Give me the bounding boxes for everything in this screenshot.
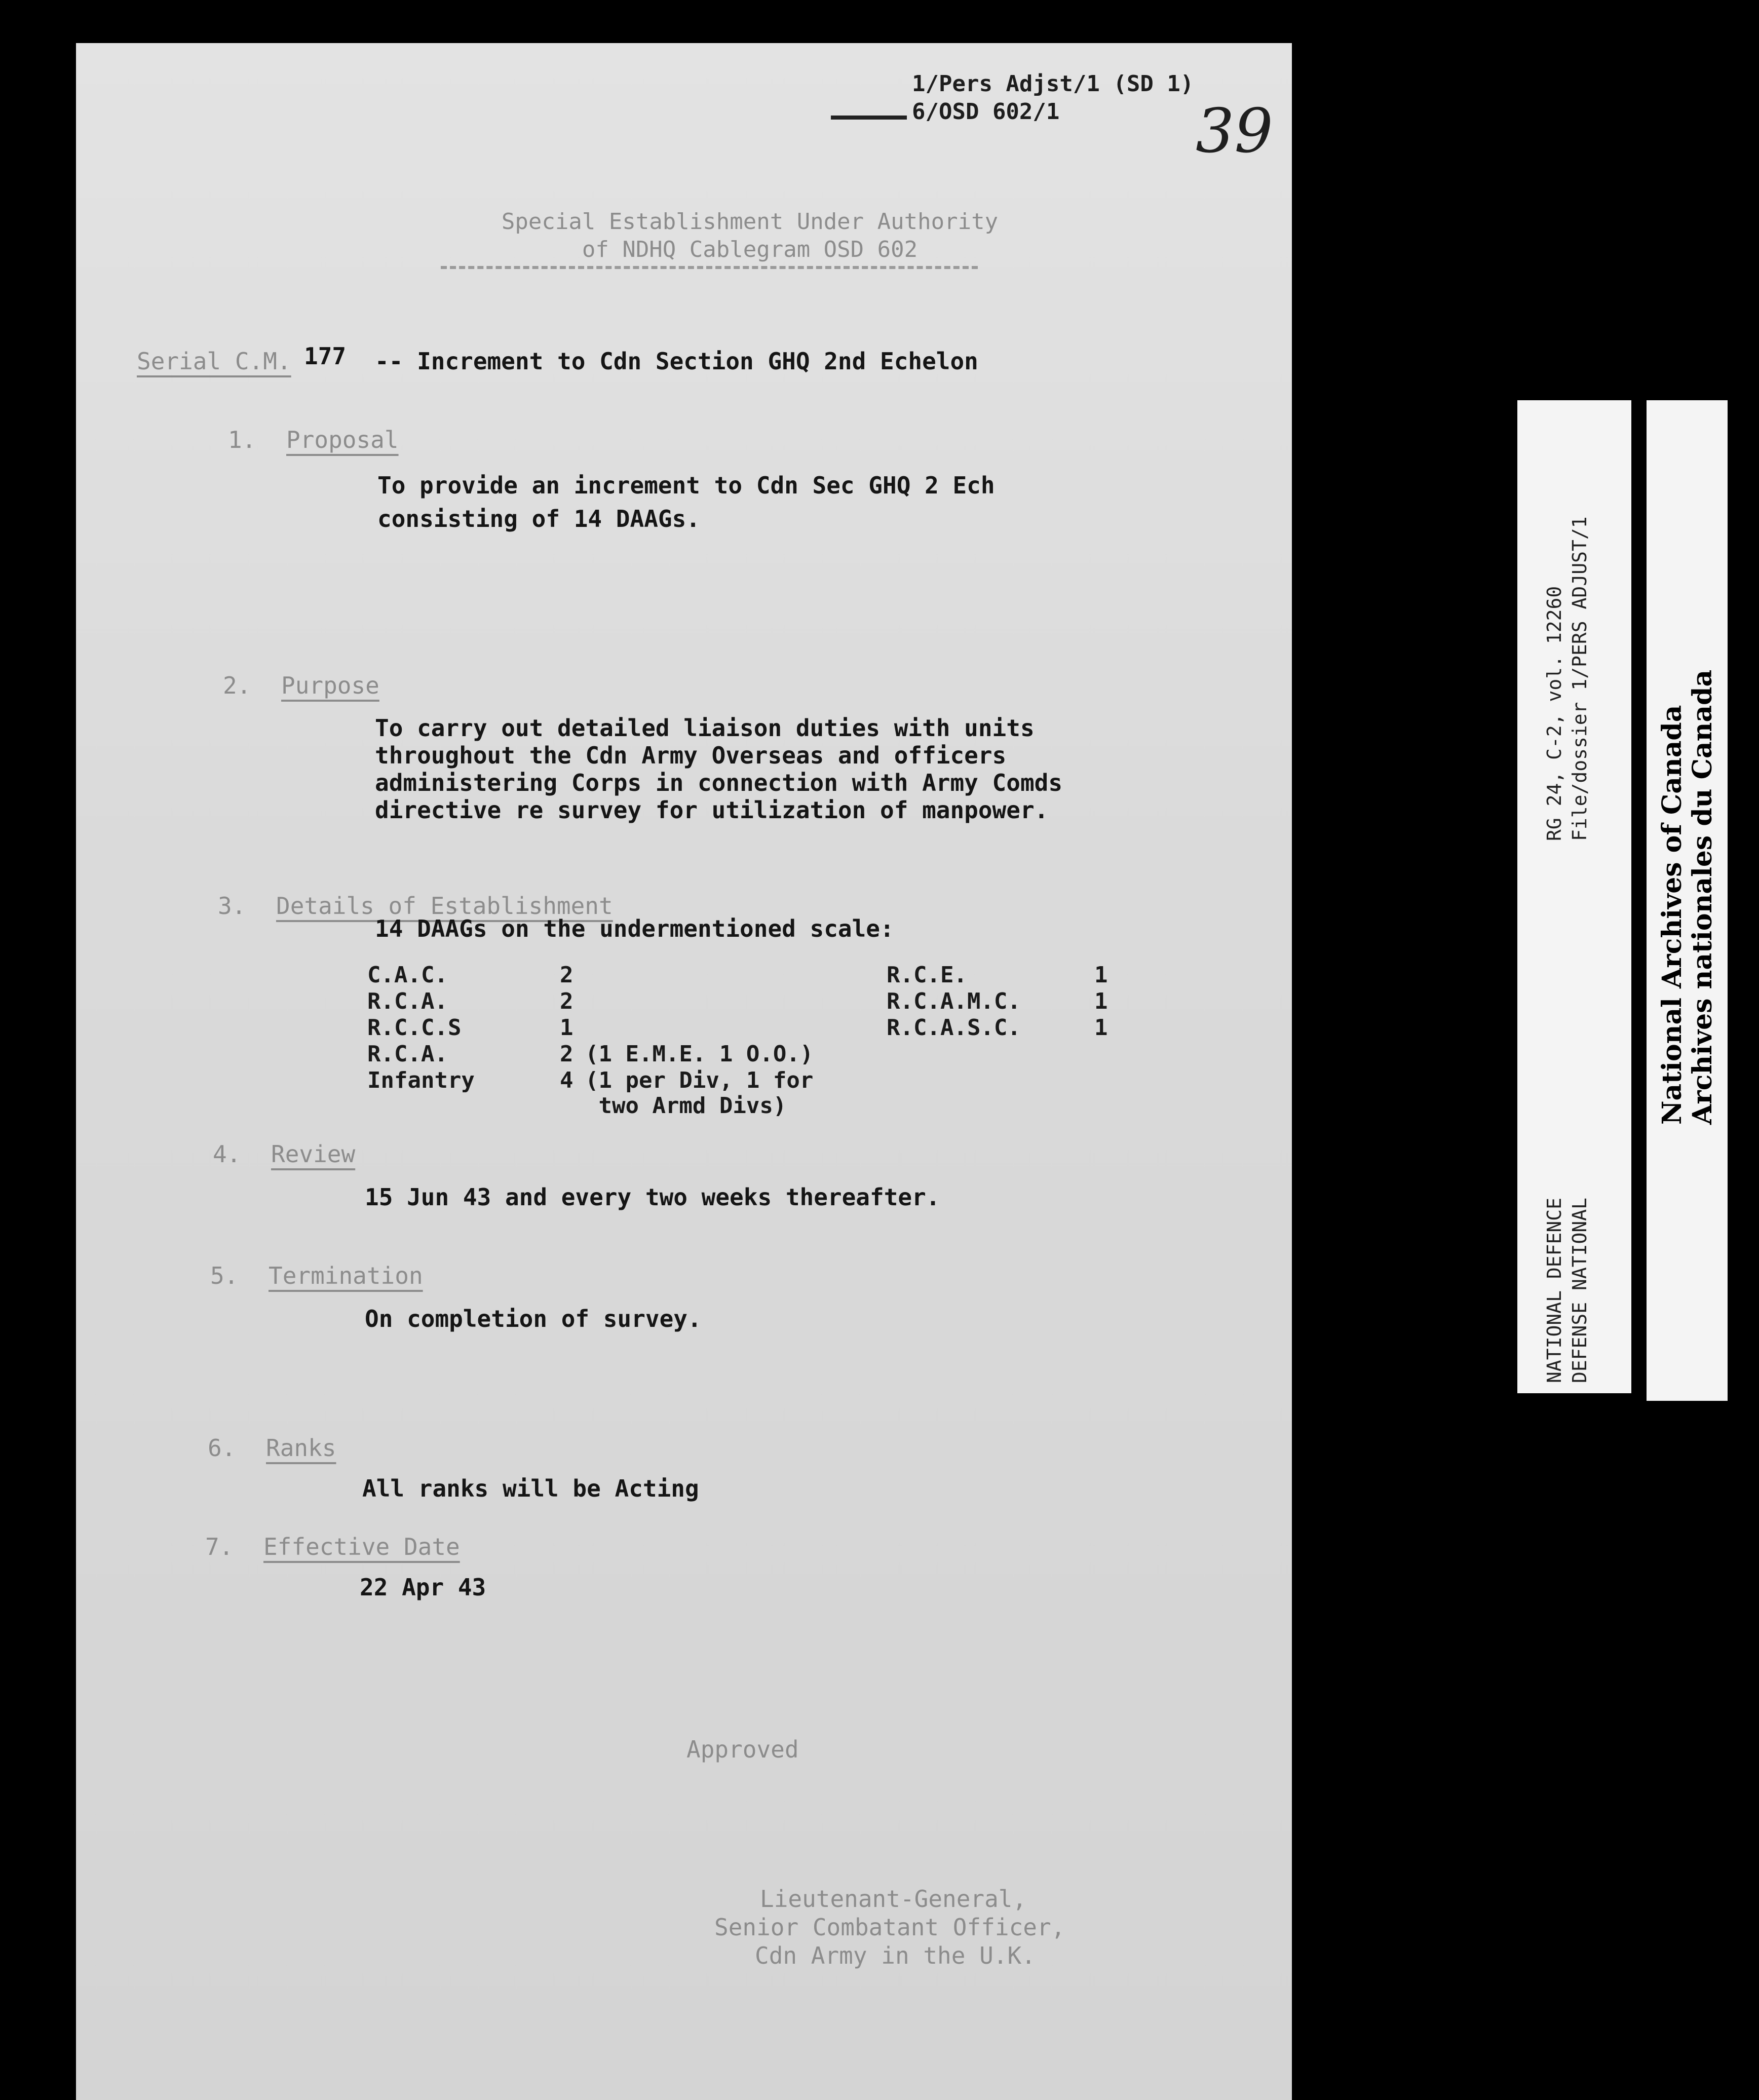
unit-name: C.A.C. <box>367 962 448 988</box>
folio-number: 39 <box>1196 96 1273 167</box>
section-heading-ranks: Ranks <box>266 1434 336 1462</box>
unit-note <box>585 989 813 1015</box>
archive-dept-line-1: NATIONAL DEFENCE <box>1543 1197 1565 1383</box>
section-body-proposal: To provide an increment to Cdn Sec GHQ 2 Ech consisting of 14 DAAGs. <box>377 472 995 532</box>
section-heading-effective-date: Effective Date <box>263 1533 460 1560</box>
section-number-ranks: 6. <box>208 1434 236 1462</box>
unit-count: 2 <box>560 1041 573 1067</box>
unit-note: (1 per Div, 1 for two Armd Divs) <box>585 1067 814 1119</box>
section-heading-details: Details of Establishment <box>276 892 613 920</box>
signatory-line-1: Lieutenant-General, <box>760 1885 1027 1913</box>
serial-label: Serial C.M. <box>137 348 291 375</box>
unit-note: (1 E.M.E. 1 O.O.) <box>585 1041 814 1067</box>
header-divider <box>441 266 978 269</box>
table-row <box>367 989 813 1015</box>
reference-line-1: 1/Pers Adjst/1 (SD 1) <box>912 71 1194 97</box>
serial-title: -- Increment to Cdn Section GHQ 2nd Echelon <box>375 348 978 375</box>
section-number-details: 3. <box>218 892 246 920</box>
section-body-effective-date: 22 Apr 43 <box>360 1574 486 1601</box>
section-number-effective-date: 7. <box>205 1533 234 1560</box>
details-intro: 14 DAAGs on the undermentioned scale: <box>375 915 894 942</box>
unit-count: 1 <box>560 1015 573 1041</box>
unit-count: 2 <box>560 962 573 988</box>
table-row <box>887 989 1108 1015</box>
table-row <box>367 963 813 989</box>
approved-label: Approved <box>686 1736 799 1763</box>
table-row <box>367 1015 813 1042</box>
serial-number: 177 <box>304 342 347 370</box>
signatory-line-3: Cdn Army in the U.K. <box>755 1942 1036 1969</box>
unit-name: R.C.A.S.C. <box>887 1015 1021 1041</box>
table-row <box>367 1042 813 1068</box>
unit-note <box>585 1015 813 1042</box>
unit-count: 2 <box>560 988 573 1014</box>
archives-name-fr: Archives nationales du Canada <box>1687 669 1718 1125</box>
details-scale-right <box>887 963 1108 1042</box>
reference-underline <box>831 116 907 120</box>
table-row <box>887 1015 1108 1042</box>
section-heading-purpose: Purpose <box>281 672 379 699</box>
unit-name: R.C.A. <box>367 988 448 1014</box>
unit-count: 1 <box>1094 988 1108 1014</box>
unit-name: Infantry <box>367 1067 475 1093</box>
header-line-2: of NDHQ Cablegram OSD 602 <box>582 237 918 262</box>
unit-note <box>585 963 813 989</box>
signatory-line-2: Senior Combatant Officer, <box>714 1914 1065 1941</box>
section-number-review: 4. <box>213 1140 241 1168</box>
section-number-proposal: 1. <box>228 426 256 453</box>
section-body-review: 15 Jun 43 and every two weeks thereafter. <box>365 1183 940 1211</box>
section-number-termination: 5. <box>210 1262 239 1289</box>
archive-dept-line-2: DEFENSE NATIONAL <box>1569 1197 1591 1383</box>
table-row <box>367 1068 813 1120</box>
section-heading-proposal: Proposal <box>286 426 399 453</box>
section-body-ranks: All ranks will be Acting <box>362 1475 699 1502</box>
unit-count: 1 <box>1094 962 1108 988</box>
archive-ref-line-2: File/dossier 1/PERS ADJUST/1 <box>1569 516 1591 841</box>
header-line-1: Special Establishment Under Authority <box>501 209 999 235</box>
details-scale-left <box>367 963 813 1120</box>
unit-name: R.C.E. <box>887 962 967 988</box>
archive-ref-line-1: RG 24, C-2, vol. 12260 <box>1543 586 1565 841</box>
archives-name-en: National Archives of Canada <box>1657 705 1688 1125</box>
section-number-purpose: 2. <box>223 672 251 699</box>
unit-count: 1 <box>1094 1015 1108 1041</box>
section-heading-termination: Termination <box>269 1262 423 1289</box>
unit-name: R.C.C.S <box>367 1015 462 1041</box>
section-heading-review: Review <box>271 1140 356 1168</box>
reference-line-2: 6/OSD 602/1 <box>912 99 1060 125</box>
unit-name: R.C.A.M.C. <box>887 988 1021 1014</box>
table-row <box>887 963 1108 989</box>
unit-name: R.C.A. <box>367 1041 448 1067</box>
unit-count: 4 <box>560 1067 573 1093</box>
section-body-termination: On completion of survey. <box>365 1305 702 1332</box>
section-body-purpose: To carry out detailed liaison duties with units throughout the Cdn Army Overseas and officers administering Corps in connection with Army Comds directive re survey for utilization of manpower. <box>375 714 1063 824</box>
